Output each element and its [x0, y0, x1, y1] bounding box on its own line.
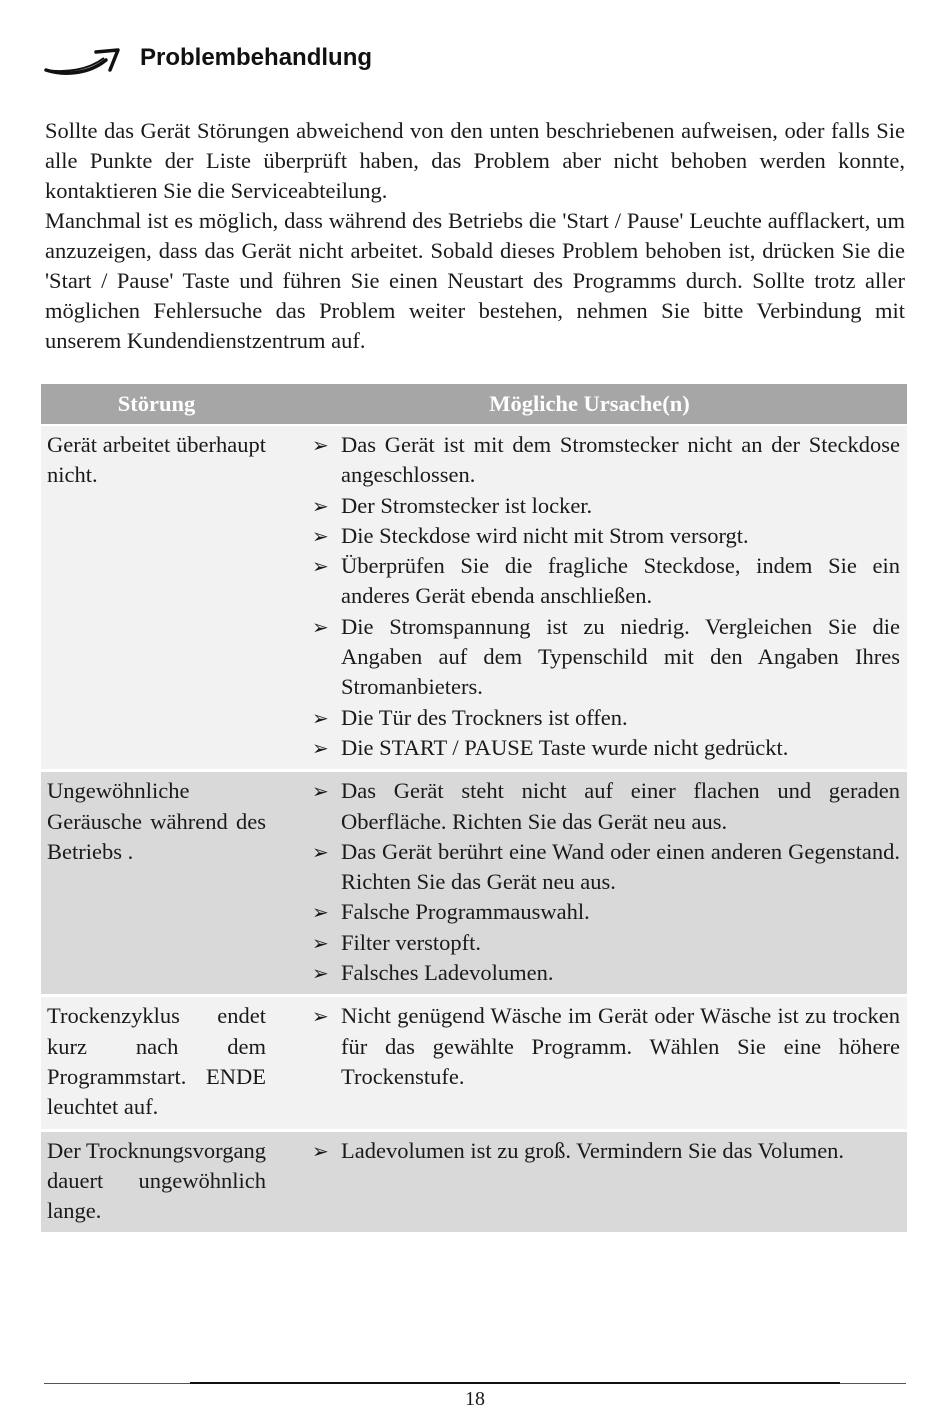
cause-list-item	[272, 521, 900, 551]
column-header-problem: Störung	[41, 384, 272, 425]
cause-list-item	[272, 1001, 900, 1092]
column-header-causes: Mögliche Ursache(n)	[272, 384, 907, 425]
arrow-bullet-icon: ➢	[312, 554, 329, 579]
arrow-bullet-icon: ➢	[312, 839, 329, 864]
table-header-row	[41, 384, 907, 425]
cause-list-item	[272, 733, 900, 763]
page-number: 18	[465, 1388, 485, 1410]
problem-cell: Ungewöhnliche Geräusche während des Betriebs .	[41, 771, 272, 996]
cause-text: Die START / PAUSE Taste wurde nicht gedrückt.	[341, 734, 789, 760]
causes-cell	[272, 771, 907, 996]
table-body	[41, 425, 907, 1234]
arrow-bullet-icon: ➢	[312, 523, 329, 548]
arrow-bullet-icon: ➢	[312, 779, 329, 804]
cause-text: Das Gerät steht nicht auf einer flachen und geraden Oberfläche. Richten Sie das Gerät neu aus.	[341, 778, 900, 834]
cause-text: Die Tür des Trockners ist offen.	[341, 704, 628, 730]
cause-list-item	[272, 776, 900, 837]
causes-cell	[272, 1130, 907, 1234]
footer-divider-thick	[190, 1382, 840, 1384]
cause-list-item	[272, 1136, 900, 1166]
arrow-bullet-icon: ➢	[312, 614, 329, 639]
intro-paragraph-2: Manchmal ist es möglich, dass während des Betriebs die 'Start / Pause' Leuchte aufflackert, um anzuzeigen, dass das Gerät nicht arbeitet. Sobald dieses Problem behoben ist, drücken Sie die 'Start / Pause' Taste und führen Sie einen Neustart des Programms durch. Sollte trotz aller möglichen Fehlersuche das Problem weiter bestehen, nehmen Sie bitte Verbindung mit unserem Kundendienstzentrum auf.	[45, 208, 905, 353]
cause-list-item	[272, 837, 900, 898]
cause-text: Nicht genügend Wäsche im Gerät oder Wäsche ist zu trocken für das gewählte Programm. Wählen Sie eine höhere Trockenstufe.	[341, 1003, 900, 1089]
cause-list-item	[272, 897, 900, 927]
problem-cell: Trockenzyklus endet kurz nach dem Programmstart. ENDE leuchtet auf.	[41, 996, 272, 1130]
cause-text: Falsche Programmauswahl.	[341, 899, 590, 925]
cause-list-item	[272, 958, 900, 988]
causes-cell	[272, 425, 907, 771]
arrow-bullet-icon: ➢	[312, 1138, 329, 1163]
causes-cell	[272, 996, 907, 1130]
cause-list-item	[272, 612, 900, 703]
problem-cell: Der Trocknungsvorgang dauert ungewöhnlich lange.	[41, 1130, 272, 1234]
arrow-bullet-icon: ➢	[312, 961, 329, 986]
cause-list-item	[272, 430, 900, 491]
table-row	[41, 425, 907, 771]
cause-text: Überprüfen Sie die fragliche Steckdose, indem Sie ein anderes Gerät ebenda anschließen.	[341, 553, 900, 609]
arrow-bullet-icon: ➢	[312, 735, 329, 760]
table-row	[41, 1130, 907, 1234]
cause-text: Das Gerät ist mit dem Stromstecker nicht an der Steckdose angeschlossen.	[341, 432, 900, 488]
page-header	[44, 38, 644, 88]
cause-text: Die Stromspannung ist zu niedrig. Vergleichen Sie die Angaben auf dem Typenschild mit den Angaben Ihres Stromanbieters.	[341, 613, 900, 700]
arrow-bullet-icon: ➢	[312, 900, 329, 925]
cause-text: Die Steckdose wird nicht mit Strom versorgt.	[341, 522, 749, 548]
cause-text: Ladevolumen ist zu groß. Vermindern Sie das Volumen.	[341, 1137, 845, 1163]
arrow-bullet-icon: ➢	[312, 493, 329, 518]
table-row	[41, 996, 907, 1130]
cause-list-item	[272, 928, 900, 958]
problem-cell: Gerät arbeitet überhaupt nicht.	[41, 425, 272, 771]
cause-list-item	[272, 491, 900, 521]
cause-list-item	[272, 551, 900, 612]
cause-text: Das Gerät berührt eine Wand oder einen anderen Gegenstand. Richten Sie das Gerät neu aus.	[341, 838, 900, 895]
arrow-bullet-icon: ➢	[312, 705, 329, 730]
troubleshooting-table	[41, 384, 907, 1235]
intro-paragraph-1: Sollte das Gerät Störungen abweichend von den unten beschriebenen aufweisen, oder falls Sie alle Punkte der Liste überprüft haben, das Problem aber nicht behoben werden konnte, kontaktieren Sie die Serviceabteilung.	[45, 118, 905, 203]
intro-text	[45, 116, 905, 356]
cause-list-item	[272, 703, 900, 733]
swoosh-arrow-icon	[44, 42, 124, 82]
cause-text: Falsches Ladevolumen.	[341, 960, 554, 986]
arrow-bullet-icon: ➢	[312, 1004, 329, 1029]
cause-text: Filter verstopft.	[341, 929, 481, 955]
arrow-bullet-icon: ➢	[312, 930, 329, 955]
table-row	[41, 771, 907, 996]
page-title: Problembehandlung	[140, 44, 373, 71]
arrow-bullet-icon: ➢	[312, 433, 329, 457]
cause-text: Der Stromstecker ist locker.	[341, 492, 593, 518]
